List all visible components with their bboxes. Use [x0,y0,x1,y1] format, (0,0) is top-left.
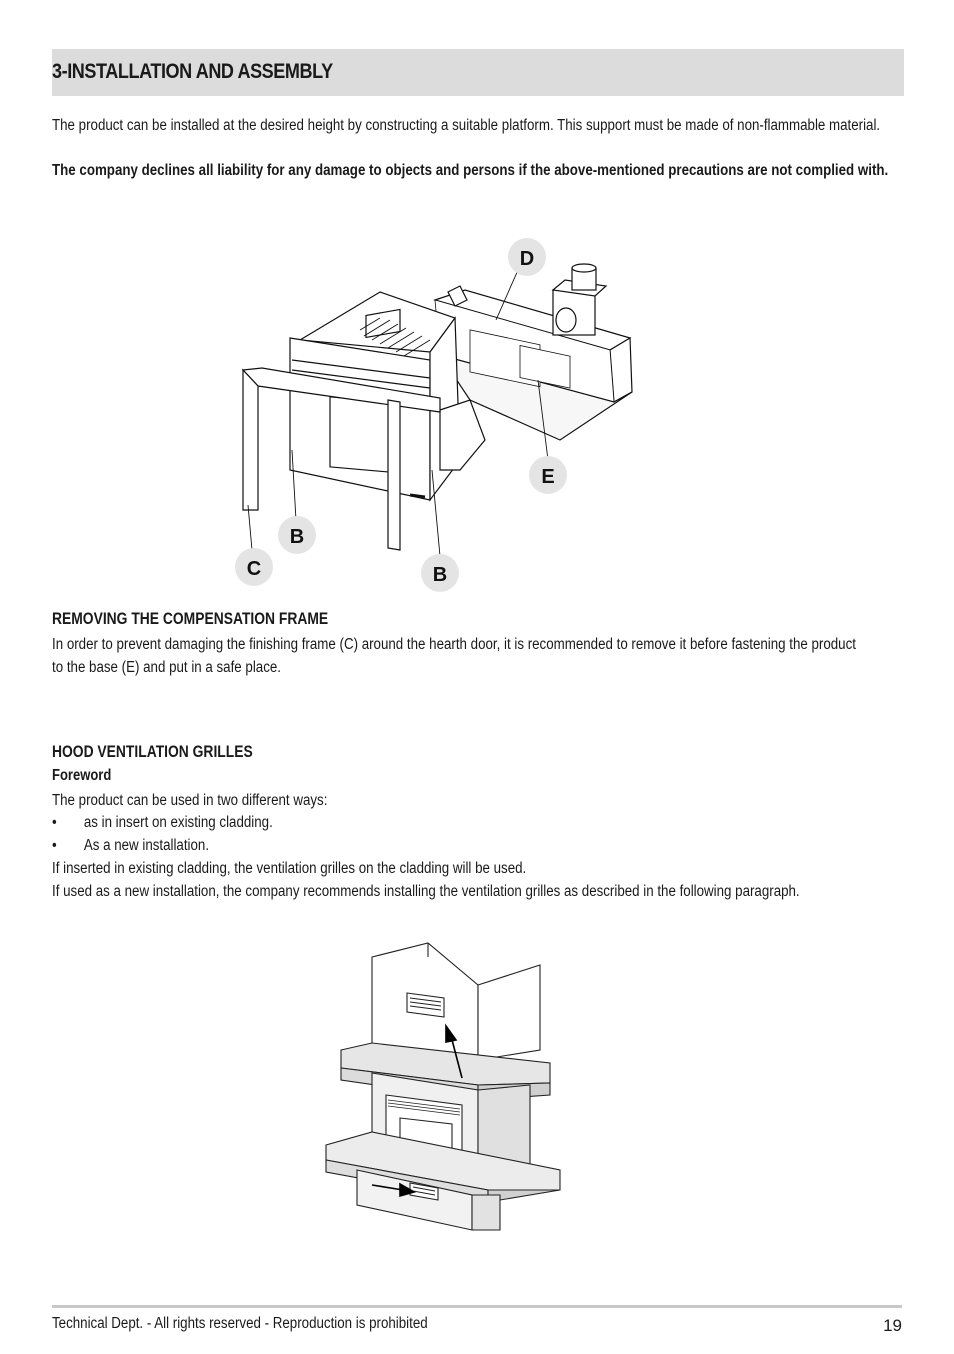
grilles-intro: The product can be used in two different ways: [52,792,328,809]
compensation-line-1: In order to prevent damaging the finishing frame (C) around the hearth door, it is recommended to remove it before fastening the product [52,636,856,653]
compensation-heading: REMOVING THE COMPENSATION FRAME [52,610,329,628]
footer-divider [52,1305,902,1308]
bullet-item [52,834,209,857]
bullet-text: As a new installation. [83,837,210,854]
hood-grilles-diagram [320,935,570,1235]
grilles-line-2: If used as a new installation, the company recommends installing the ventilation grilles as described in the following paragraph. [52,883,800,900]
bullet-text: as in insert on existing cladding. [83,814,273,831]
intro-paragraph: The product can be installed at the desired height by constructing a suitable platform. This support must be made of non-flammable material. [52,117,881,134]
label-d: D [519,248,535,270]
footer-text: Technical Dept. - All rights reserved - Reproduction is prohibited [52,1315,428,1332]
section-title: 3-INSTALLATION AND ASSEMBLY [52,60,333,83]
label-e: E [541,466,555,488]
bullet-mark: • [52,837,57,854]
air-duct-box [553,264,606,335]
hood [372,943,540,1060]
page-number: 19 [883,1316,902,1335]
liability-warning: The company declines all liability for any damage to objects and persons if the above-mentioned precautions are not complied with. [52,162,889,179]
foreword-subheading: Foreword [52,767,112,784]
label-c-marker [235,548,273,586]
label-b-right: B [432,564,448,586]
grilles-line-1: If inserted in existing cladding, the ventilation grilles on the cladding will be used. [52,860,527,877]
section-title-bar [52,49,904,96]
label-b-left-marker [278,516,316,554]
label-b-left: B [289,526,305,548]
bullet-mark: • [52,814,57,831]
label-d-marker [508,238,546,276]
bullet-item [52,811,273,834]
label-c: C [246,558,262,580]
label-e-marker [529,456,567,494]
label-b-right-marker [421,554,459,592]
compensation-line-2: to the base (E) and put in a safe place. [52,659,281,676]
installation-diagram [230,230,650,600]
grilles-heading: HOOD VENTILATION GRILLES [52,743,253,761]
